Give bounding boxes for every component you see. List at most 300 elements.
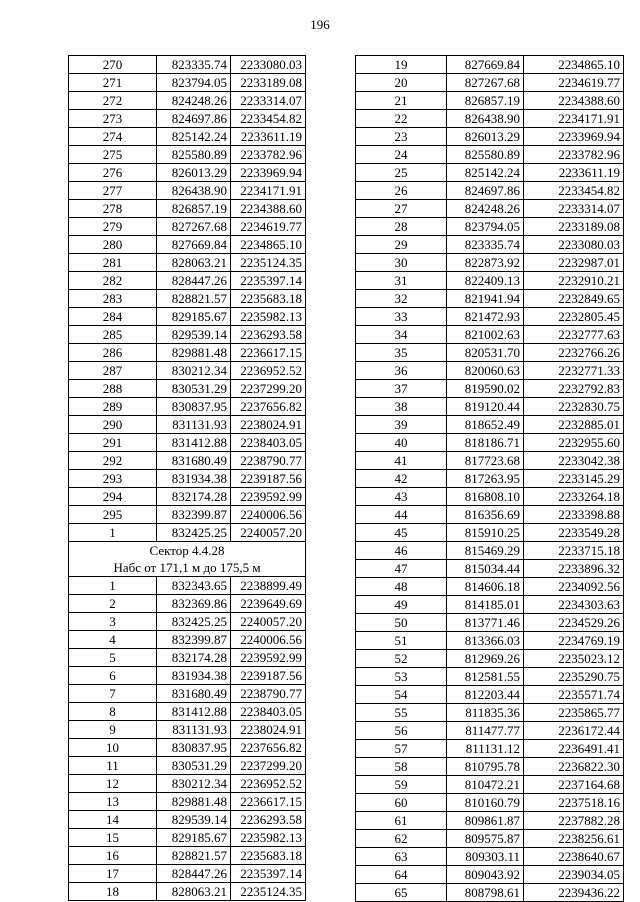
- x-coordinate-cell: 824697.86: [447, 182, 524, 200]
- y-coordinate-cell: 2236617.15: [231, 344, 306, 362]
- x-coordinate-cell: 826438.90: [447, 110, 524, 128]
- x-coordinate-cell: 830531.29: [157, 380, 231, 398]
- point-number-cell: 53: [356, 668, 447, 686]
- table-row: [69, 721, 306, 739]
- point-number-cell: 15: [69, 829, 157, 847]
- table-row: [69, 488, 306, 506]
- x-coordinate-cell: 827267.68: [157, 218, 231, 236]
- table-row: [69, 182, 306, 200]
- point-number-cell: 290: [69, 416, 157, 434]
- x-coordinate-cell: 831131.93: [157, 721, 231, 739]
- section-subtitle: Набс от 171,1 м до 175,5 м: [69, 559, 306, 577]
- point-number-cell: 40: [356, 434, 447, 452]
- x-coordinate-cell: 827669.84: [447, 56, 524, 74]
- y-coordinate-cell: 2237518.16: [524, 794, 624, 812]
- x-coordinate-cell: 813366.03: [447, 632, 524, 650]
- x-coordinate-cell: 831934.38: [157, 470, 231, 488]
- y-coordinate-cell: 2236952.52: [231, 775, 306, 793]
- y-coordinate-cell: 2233042.38: [524, 452, 624, 470]
- point-number-cell: 35: [356, 344, 447, 362]
- y-coordinate-cell: 2232955.60: [524, 434, 624, 452]
- table-row: [356, 92, 624, 110]
- x-coordinate-cell: 813771.46: [447, 614, 524, 632]
- point-number-cell: 284: [69, 308, 157, 326]
- table-row: [69, 524, 306, 542]
- x-coordinate-cell: 829185.67: [157, 829, 231, 847]
- y-coordinate-cell: 2233782.96: [524, 146, 624, 164]
- x-coordinate-cell: 829185.67: [157, 308, 231, 326]
- y-coordinate-cell: 2234769.19: [524, 632, 624, 650]
- table-row: [356, 218, 624, 236]
- table-row: [356, 74, 624, 92]
- point-number-cell: 6: [69, 667, 157, 685]
- left-table-body-top: [69, 56, 306, 542]
- point-number-cell: 5: [69, 649, 157, 667]
- point-number-cell: 17: [69, 865, 157, 883]
- x-coordinate-cell: 825580.89: [157, 146, 231, 164]
- y-coordinate-cell: 2236293.58: [231, 811, 306, 829]
- point-number-cell: 282: [69, 272, 157, 290]
- y-coordinate-cell: 2236172.44: [524, 722, 624, 740]
- point-number-cell: 58: [356, 758, 447, 776]
- y-coordinate-cell: 2233715.18: [524, 542, 624, 560]
- point-number-cell: 292: [69, 452, 157, 470]
- table-row: [356, 614, 624, 632]
- point-number-cell: 44: [356, 506, 447, 524]
- table-row: [356, 578, 624, 596]
- y-coordinate-cell: 2232910.21: [524, 272, 624, 290]
- point-number-cell: 24: [356, 146, 447, 164]
- point-number-cell: 36: [356, 362, 447, 380]
- table-row: [69, 344, 306, 362]
- table-row: [356, 542, 624, 560]
- point-number-cell: 62: [356, 830, 447, 848]
- y-coordinate-cell: 2238790.77: [231, 452, 306, 470]
- y-coordinate-cell: 2240006.56: [231, 506, 306, 524]
- table-row: [356, 848, 624, 866]
- y-coordinate-cell: 2235982.13: [231, 829, 306, 847]
- point-number-cell: 291: [69, 434, 157, 452]
- point-number-cell: 61: [356, 812, 447, 830]
- point-number-cell: 19: [356, 56, 447, 74]
- table-row: [69, 847, 306, 865]
- x-coordinate-cell: 816808.10: [447, 488, 524, 506]
- point-number-cell: 2: [69, 595, 157, 613]
- x-coordinate-cell: 816356.69: [447, 506, 524, 524]
- table-row: [356, 650, 624, 668]
- point-number-cell: 51: [356, 632, 447, 650]
- table-row: [69, 595, 306, 613]
- point-number-cell: 294: [69, 488, 157, 506]
- table-row: [356, 380, 624, 398]
- x-coordinate-cell: 809303.11: [447, 848, 524, 866]
- table-row: [356, 560, 624, 578]
- y-coordinate-cell: 2239649.69: [231, 595, 306, 613]
- x-coordinate-cell: 823794.05: [447, 218, 524, 236]
- point-number-cell: 46: [356, 542, 447, 560]
- x-coordinate-cell: 829539.14: [157, 811, 231, 829]
- x-coordinate-cell: 812581.55: [447, 668, 524, 686]
- x-coordinate-cell: 828821.57: [157, 847, 231, 865]
- x-coordinate-cell: 828447.26: [157, 272, 231, 290]
- table-row: [356, 416, 624, 434]
- x-coordinate-cell: 811835.36: [447, 704, 524, 722]
- y-coordinate-cell: 2233969.94: [524, 128, 624, 146]
- y-coordinate-cell: 2235397.14: [231, 865, 306, 883]
- x-coordinate-cell: 809043.92: [447, 866, 524, 884]
- section-title-row: [69, 542, 306, 560]
- x-coordinate-cell: 817263.95: [447, 470, 524, 488]
- x-coordinate-cell: 819590.02: [447, 380, 524, 398]
- point-number-cell: 37: [356, 380, 447, 398]
- x-coordinate-cell: 820060.63: [447, 362, 524, 380]
- table-row: [356, 308, 624, 326]
- y-coordinate-cell: 2234529.26: [524, 614, 624, 632]
- point-number-cell: 273: [69, 110, 157, 128]
- y-coordinate-cell: 2236822.30: [524, 758, 624, 776]
- x-coordinate-cell: 814606.18: [447, 578, 524, 596]
- table-row: [356, 524, 624, 542]
- point-number-cell: 288: [69, 380, 157, 398]
- point-number-cell: 281: [69, 254, 157, 272]
- x-coordinate-cell: 822409.13: [447, 272, 524, 290]
- table-row: [69, 757, 306, 775]
- y-coordinate-cell: 2234619.77: [524, 74, 624, 92]
- table-row: [356, 812, 624, 830]
- table-row: [69, 703, 306, 721]
- table-row: [356, 596, 624, 614]
- x-coordinate-cell: 824248.26: [447, 200, 524, 218]
- x-coordinate-cell: 826013.29: [157, 164, 231, 182]
- table-row: [356, 56, 624, 74]
- y-coordinate-cell: 2233264.18: [524, 488, 624, 506]
- point-number-cell: 31: [356, 272, 447, 290]
- x-coordinate-cell: 815469.29: [447, 542, 524, 560]
- table-row: [356, 236, 624, 254]
- x-coordinate-cell: 828447.26: [157, 865, 231, 883]
- table-row: [69, 362, 306, 380]
- point-number-cell: 21: [356, 92, 447, 110]
- y-coordinate-cell: 2238403.05: [231, 434, 306, 452]
- point-number-cell: 28: [356, 218, 447, 236]
- point-number-cell: 56: [356, 722, 447, 740]
- x-coordinate-cell: 831412.88: [157, 434, 231, 452]
- x-coordinate-cell: 831412.88: [157, 703, 231, 721]
- y-coordinate-cell: 2239187.56: [231, 667, 306, 685]
- x-coordinate-cell: 829539.14: [157, 326, 231, 344]
- x-coordinate-cell: 827267.68: [447, 74, 524, 92]
- table-row: [69, 470, 306, 488]
- y-coordinate-cell: 2233080.03: [524, 236, 624, 254]
- x-coordinate-cell: 825142.24: [157, 128, 231, 146]
- y-coordinate-cell: 2234171.91: [524, 110, 624, 128]
- y-coordinate-cell: 2233969.94: [231, 164, 306, 182]
- table-row: [69, 308, 306, 326]
- table-row: [69, 883, 306, 901]
- table-row: [69, 811, 306, 829]
- coordinates-table-right: [355, 55, 624, 902]
- table-row: [356, 344, 624, 362]
- table-row: [69, 649, 306, 667]
- y-coordinate-cell: 2238640.67: [524, 848, 624, 866]
- point-number-cell: 49: [356, 596, 447, 614]
- y-coordinate-cell: 2233189.08: [524, 218, 624, 236]
- table-row: [356, 290, 624, 308]
- y-coordinate-cell: 2233398.88: [524, 506, 624, 524]
- x-coordinate-cell: 809575.87: [447, 830, 524, 848]
- y-coordinate-cell: 2239592.99: [231, 488, 306, 506]
- point-number-cell: 48: [356, 578, 447, 596]
- left-table-body-bottom: [69, 577, 306, 901]
- x-coordinate-cell: 831680.49: [157, 685, 231, 703]
- x-coordinate-cell: 832174.28: [157, 649, 231, 667]
- y-coordinate-cell: 2233145.29: [524, 470, 624, 488]
- y-coordinate-cell: 2235571.74: [524, 686, 624, 704]
- y-coordinate-cell: 2240057.20: [231, 613, 306, 631]
- table-row: [69, 128, 306, 146]
- table-row: [69, 110, 306, 128]
- y-coordinate-cell: 2233896.32: [524, 560, 624, 578]
- table-row: [356, 254, 624, 272]
- x-coordinate-cell: 821472.93: [447, 308, 524, 326]
- y-coordinate-cell: 2239436.22: [524, 884, 624, 902]
- point-number-cell: 57: [356, 740, 447, 758]
- point-number-cell: 285: [69, 326, 157, 344]
- x-coordinate-cell: 830837.95: [157, 398, 231, 416]
- point-number-cell: 274: [69, 128, 157, 146]
- y-coordinate-cell: 2235397.14: [231, 272, 306, 290]
- x-coordinate-cell: 818186.71: [447, 434, 524, 452]
- y-coordinate-cell: 2233611.19: [524, 164, 624, 182]
- point-number-cell: 23: [356, 128, 447, 146]
- x-coordinate-cell: 814185.01: [447, 596, 524, 614]
- table-row: [356, 632, 624, 650]
- table-row: [356, 668, 624, 686]
- y-coordinate-cell: 2232805.45: [524, 308, 624, 326]
- table-row: [69, 775, 306, 793]
- x-coordinate-cell: 825142.24: [447, 164, 524, 182]
- table-row: [69, 685, 306, 703]
- y-coordinate-cell: 2232771.33: [524, 362, 624, 380]
- table-row: [356, 146, 624, 164]
- x-coordinate-cell: 810160.79: [447, 794, 524, 812]
- x-coordinate-cell: 815910.25: [447, 524, 524, 542]
- table-row: [69, 434, 306, 452]
- x-coordinate-cell: 823335.74: [447, 236, 524, 254]
- table-row: [69, 739, 306, 757]
- x-coordinate-cell: 826013.29: [447, 128, 524, 146]
- point-number-cell: 33: [356, 308, 447, 326]
- y-coordinate-cell: 2234303.63: [524, 596, 624, 614]
- y-coordinate-cell: 2232777.63: [524, 326, 624, 344]
- y-coordinate-cell: 2232830.75: [524, 398, 624, 416]
- y-coordinate-cell: 2233611.19: [231, 128, 306, 146]
- point-number-cell: 287: [69, 362, 157, 380]
- table-row: [69, 218, 306, 236]
- y-coordinate-cell: 2237656.82: [231, 398, 306, 416]
- x-coordinate-cell: 812203.44: [447, 686, 524, 704]
- point-number-cell: 41: [356, 452, 447, 470]
- x-coordinate-cell: 830212.34: [157, 362, 231, 380]
- x-coordinate-cell: 827669.84: [157, 236, 231, 254]
- point-number-cell: 4: [69, 631, 157, 649]
- y-coordinate-cell: 2235865.77: [524, 704, 624, 722]
- x-coordinate-cell: 824248.26: [157, 92, 231, 110]
- table-row: [69, 146, 306, 164]
- section-subtitle-row: [69, 559, 306, 577]
- x-coordinate-cell: 810795.78: [447, 758, 524, 776]
- x-coordinate-cell: 819120.44: [447, 398, 524, 416]
- table-row: [69, 290, 306, 308]
- y-coordinate-cell: 2238899.49: [231, 577, 306, 595]
- x-coordinate-cell: 820531.70: [447, 344, 524, 362]
- point-number-cell: 42: [356, 470, 447, 488]
- point-number-cell: 34: [356, 326, 447, 344]
- table-row: [356, 452, 624, 470]
- table-row: [356, 884, 624, 902]
- point-number-cell: 277: [69, 182, 157, 200]
- x-coordinate-cell: 823335.74: [157, 56, 231, 74]
- x-coordinate-cell: 811477.77: [447, 722, 524, 740]
- table-row: [356, 272, 624, 290]
- table-row: [69, 416, 306, 434]
- y-coordinate-cell: 2238790.77: [231, 685, 306, 703]
- point-number-cell: 8: [69, 703, 157, 721]
- table-row: [356, 686, 624, 704]
- point-number-cell: 25: [356, 164, 447, 182]
- x-coordinate-cell: 830837.95: [157, 739, 231, 757]
- point-number-cell: 52: [356, 650, 447, 668]
- table-row: [356, 506, 624, 524]
- coordinates-table-left: [68, 55, 306, 901]
- point-number-cell: 60: [356, 794, 447, 812]
- y-coordinate-cell: 2236293.58: [231, 326, 306, 344]
- point-number-cell: 293: [69, 470, 157, 488]
- point-number-cell: 275: [69, 146, 157, 164]
- y-coordinate-cell: 2237164.68: [524, 776, 624, 794]
- point-number-cell: 20: [356, 74, 447, 92]
- point-number-cell: 16: [69, 847, 157, 865]
- y-coordinate-cell: 2233314.07: [524, 200, 624, 218]
- y-coordinate-cell: 2235290.75: [524, 668, 624, 686]
- table-row: [69, 56, 306, 74]
- point-number-cell: 63: [356, 848, 447, 866]
- y-coordinate-cell: 2234388.60: [524, 92, 624, 110]
- x-coordinate-cell: 830531.29: [157, 757, 231, 775]
- table-row: [356, 434, 624, 452]
- y-coordinate-cell: 2234171.91: [231, 182, 306, 200]
- y-coordinate-cell: 2237656.82: [231, 739, 306, 757]
- x-coordinate-cell: 832425.25: [157, 613, 231, 631]
- point-number-cell: 295: [69, 506, 157, 524]
- x-coordinate-cell: 817723.68: [447, 452, 524, 470]
- section-header: [69, 542, 306, 577]
- x-coordinate-cell: 821941.94: [447, 290, 524, 308]
- y-coordinate-cell: 2233454.82: [231, 110, 306, 128]
- table-row: [69, 236, 306, 254]
- point-number-cell: 1: [69, 577, 157, 595]
- table-row: [69, 272, 306, 290]
- x-coordinate-cell: 811131.12: [447, 740, 524, 758]
- x-coordinate-cell: 826438.90: [157, 182, 231, 200]
- table-row: [356, 488, 624, 506]
- table-row: [356, 776, 624, 794]
- point-number-cell: 7: [69, 685, 157, 703]
- x-coordinate-cell: 826857.19: [157, 200, 231, 218]
- section-title: Сектор 4.4.28: [69, 542, 306, 560]
- table-row: [69, 613, 306, 631]
- point-number-cell: 27: [356, 200, 447, 218]
- point-number-cell: 3: [69, 613, 157, 631]
- table-row: [356, 830, 624, 848]
- y-coordinate-cell: 2237882.28: [524, 812, 624, 830]
- table-row: [356, 128, 624, 146]
- y-coordinate-cell: 2233189.08: [231, 74, 306, 92]
- y-coordinate-cell: 2238024.91: [231, 416, 306, 434]
- x-coordinate-cell: 831131.93: [157, 416, 231, 434]
- y-coordinate-cell: 2232885.01: [524, 416, 624, 434]
- y-coordinate-cell: 2235982.13: [231, 308, 306, 326]
- x-coordinate-cell: 821002.63: [447, 326, 524, 344]
- y-coordinate-cell: 2234388.60: [231, 200, 306, 218]
- table-row: [356, 200, 624, 218]
- y-coordinate-cell: 2233314.07: [231, 92, 306, 110]
- point-number-cell: 283: [69, 290, 157, 308]
- table-row: [69, 326, 306, 344]
- point-number-cell: 13: [69, 793, 157, 811]
- table-row: [69, 200, 306, 218]
- y-coordinate-cell: 2233549.28: [524, 524, 624, 542]
- x-coordinate-cell: 823794.05: [157, 74, 231, 92]
- y-coordinate-cell: 2236952.52: [231, 362, 306, 380]
- point-number-cell: 289: [69, 398, 157, 416]
- table-row: [356, 740, 624, 758]
- point-number-cell: 30: [356, 254, 447, 272]
- y-coordinate-cell: 2235683.18: [231, 847, 306, 865]
- y-coordinate-cell: 2237299.20: [231, 757, 306, 775]
- x-coordinate-cell: 828821.57: [157, 290, 231, 308]
- x-coordinate-cell: 829881.48: [157, 344, 231, 362]
- table-row: [356, 794, 624, 812]
- point-number-cell: 279: [69, 218, 157, 236]
- x-coordinate-cell: 808798.61: [447, 884, 524, 902]
- point-number-cell: 286: [69, 344, 157, 362]
- point-number-cell: 12: [69, 775, 157, 793]
- table-row: [356, 398, 624, 416]
- point-number-cell: 59: [356, 776, 447, 794]
- x-coordinate-cell: 832369.86: [157, 595, 231, 613]
- x-coordinate-cell: 818652.49: [447, 416, 524, 434]
- table-row: [69, 667, 306, 685]
- y-coordinate-cell: 2234865.10: [231, 236, 306, 254]
- x-coordinate-cell: 822873.92: [447, 254, 524, 272]
- point-number-cell: 29: [356, 236, 447, 254]
- y-coordinate-cell: 2235023.12: [524, 650, 624, 668]
- y-coordinate-cell: 2239592.99: [231, 649, 306, 667]
- table-row: [356, 758, 624, 776]
- point-number-cell: 65: [356, 884, 447, 902]
- table-row: [356, 866, 624, 884]
- table-row: [69, 452, 306, 470]
- y-coordinate-cell: 2233080.03: [231, 56, 306, 74]
- table-row: [356, 470, 624, 488]
- point-number-cell: 32: [356, 290, 447, 308]
- point-number-cell: 276: [69, 164, 157, 182]
- x-coordinate-cell: 831934.38: [157, 667, 231, 685]
- x-coordinate-cell: 825580.89: [447, 146, 524, 164]
- table-row: [69, 92, 306, 110]
- x-coordinate-cell: 824697.86: [157, 110, 231, 128]
